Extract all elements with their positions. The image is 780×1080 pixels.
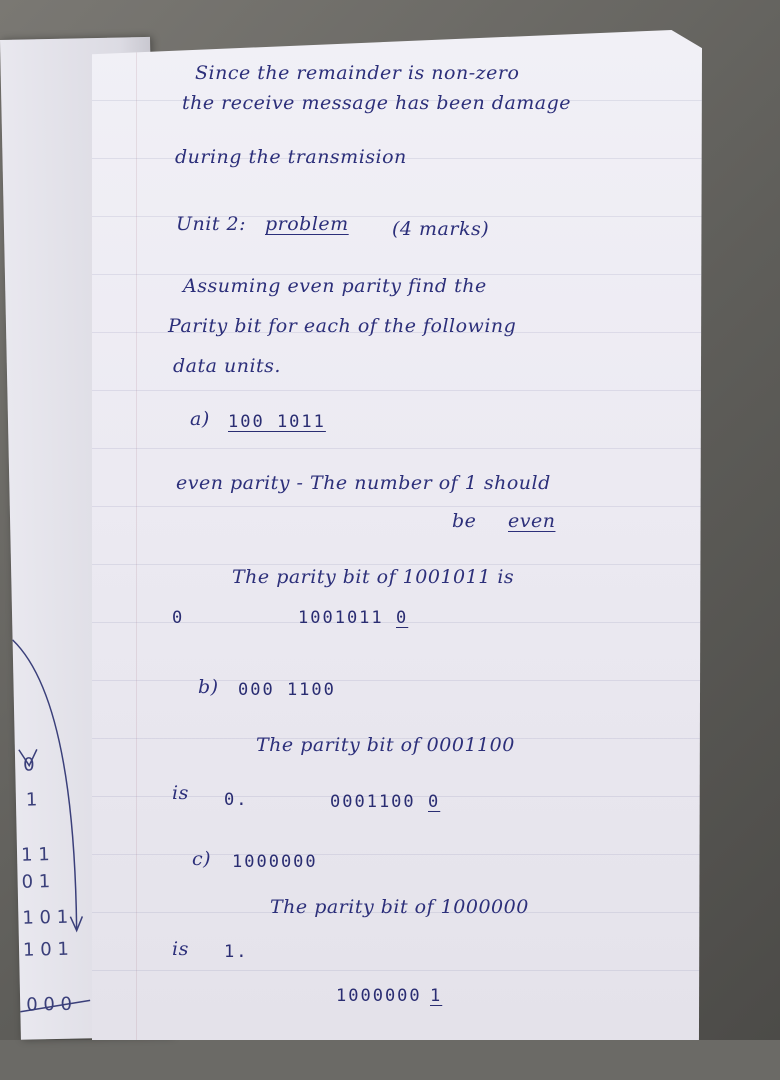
left-remainder-r2: 1 <box>25 789 38 811</box>
part-b-is: is <box>172 782 189 804</box>
question-line-3: data units. <box>173 355 281 377</box>
part-c-answer-main: 1000000 <box>336 986 422 1006</box>
part-c-parity-bit: 1. <box>224 942 249 962</box>
problem-heading: problem <box>265 213 349 235</box>
part-b-parity-bit: 0. <box>224 790 249 810</box>
left-remainder-r6: 1 0 1 <box>22 938 70 961</box>
note-line-1: Since the remainder is non-zero <box>195 62 520 84</box>
part-c-answer-bit: 1 <box>430 986 443 1006</box>
left-remainder-r3: 1 1 <box>20 844 50 866</box>
part-a-answer-main: 1001011 <box>298 608 384 628</box>
even-word: even <box>508 510 556 532</box>
part-b-answer-main: 0001100 <box>330 792 416 812</box>
notebook-page <box>92 30 702 1040</box>
part-a-label: a) <box>190 408 210 430</box>
left-remainder-r7: 0 0 0 <box>25 993 73 1016</box>
left-remainder-r1: 0 <box>22 754 35 776</box>
part-c-label: c) <box>192 848 212 870</box>
part-a-answer-bit: 0 <box>396 608 409 628</box>
part-a-result-line: The parity bit of 1001011 is <box>232 566 515 588</box>
part-b-data: 000 1100 <box>238 680 336 700</box>
marks-label: (4 marks) <box>392 218 490 240</box>
part-c-data: 1000000 <box>232 852 318 872</box>
part-c-result-line: The parity bit of 1000000 <box>270 896 529 918</box>
part-b-answer-bit: 0 <box>428 792 441 812</box>
question-line-2: Parity bit for each of the following <box>168 315 517 337</box>
left-remainder-r5: 1 0 1 <box>22 906 69 929</box>
even-parity-line-1: even parity - The number of 1 should <box>176 472 551 494</box>
note-line-2: the receive message has been damage <box>182 92 572 114</box>
part-b-label: b) <box>198 676 219 698</box>
part-a-parity-bit: 0 <box>172 608 185 628</box>
page-margin-line <box>136 30 137 1040</box>
part-c-is: is <box>172 938 189 960</box>
part-a-data: 100 1011 <box>228 412 326 432</box>
question-line-1: Assuming even parity find the <box>183 275 487 297</box>
even-parity-line-2: be <box>452 510 477 532</box>
unit-heading: Unit 2: <box>176 213 246 235</box>
part-b-result-line: The parity bit of 0001100 <box>256 734 515 756</box>
note-line-3: during the transmision <box>175 146 407 168</box>
left-remainder-r4: 0 1 <box>21 871 51 893</box>
